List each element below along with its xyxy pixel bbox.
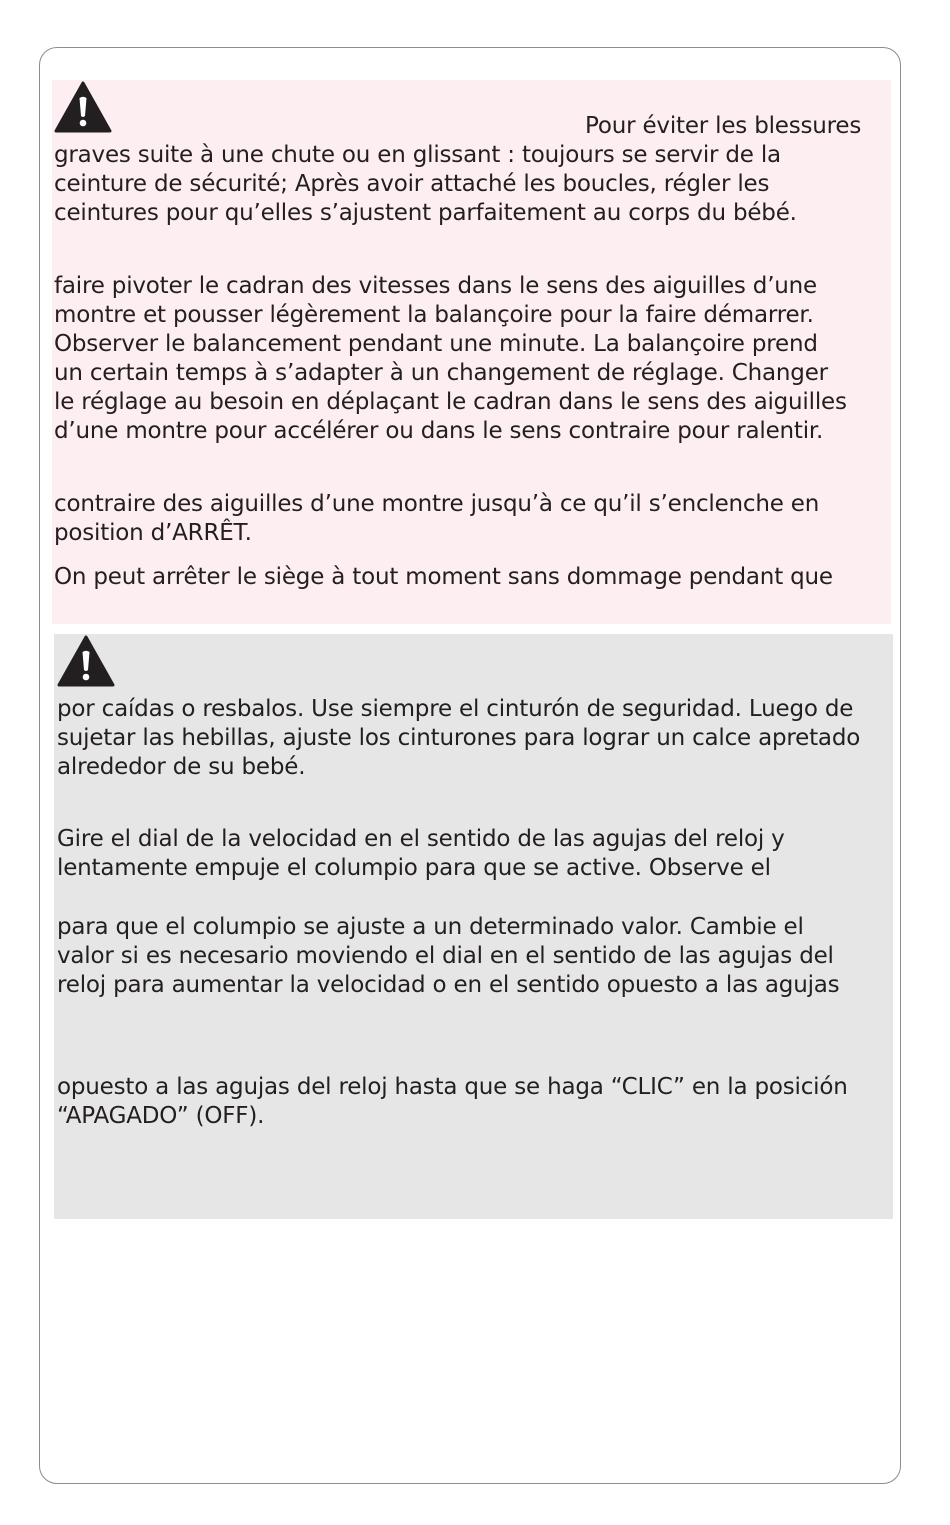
es-p2-line-2: lentamente empuje el columpio para que se active. Observe el (57, 855, 771, 881)
fr-p3-line-2: position d’ARRÊT. (54, 520, 252, 546)
es-p1-line-2: sujetar las hebillas, ajuste los cinturones para lograr un calce apretado (57, 725, 861, 751)
fr-p2-line-3: Observer le balancement pendant une minute. La balançoire prend (54, 331, 818, 357)
fr-p3-line-1: contraire des aiguilles d’une montre jusqu’à ce qu’il s’enclenche en (54, 491, 820, 517)
es-p3-line-1: para que el columpio se ajuste a un determinado valor. Cambie el (57, 914, 804, 940)
fr-p1-line-4: ceintures pour qu’elles s’ajustent parfaitement au corps du bébé. (54, 200, 797, 226)
fr-p2-line-4: un certain temps à s’adapter à un changement de réglage. Changer (54, 360, 828, 386)
fr-p2-line-6: d’une montre pour accélérer ou dans le sens contraire pour ralentir. (54, 418, 824, 444)
es-p2-line-1: Gire el dial de la velocidad en el sentido de las agujas del reloj y (57, 826, 785, 852)
fr-p2-line-5: le réglage au besoin en déplaçant le cadran dans le sens des aiguilles (54, 389, 847, 415)
fr-p1-line-2: graves suite à une chute ou en glissant : toujours se servir de la (54, 142, 781, 168)
es-p4-line-1: opuesto a las agujas del reloj hasta que se haga “CLIC” en la posición (57, 1074, 848, 1100)
es-p3-line-2: valor si es necesario moviendo el dial en el sentido de las agujas del (57, 943, 834, 969)
fr-p2-line-2: montre et pousser légèrement la balançoire pour la faire démarrer. (54, 302, 814, 328)
fr-p1-line-3: ceinture de sécurité; Après avoir attaché les boucles, régler les (54, 171, 770, 197)
warning-triangle-icon (56, 634, 116, 688)
es-p1-line-1: por caídas o resbalos. Use siempre el cinturón de seguridad. Luego de (57, 696, 854, 722)
es-p3-line-3: reloj para aumentar la velocidad o en el sentido opuesto a las agujas (57, 972, 840, 998)
fr-p4-line-1: On peut arrêter le siège à tout moment sans dommage pendant que (54, 564, 833, 590)
fr-p2-line-1: faire pivoter le cadran des vitesses dans le sens des aiguilles d’une (54, 273, 818, 299)
fr-p1-line-1: Pour éviter les blessures (585, 113, 862, 139)
warning-triangle-icon (53, 80, 113, 134)
es-p1-line-3: alrededor de su bebé. (57, 754, 306, 780)
es-p4-line-2: “APAGADO” (OFF). (57, 1103, 265, 1129)
